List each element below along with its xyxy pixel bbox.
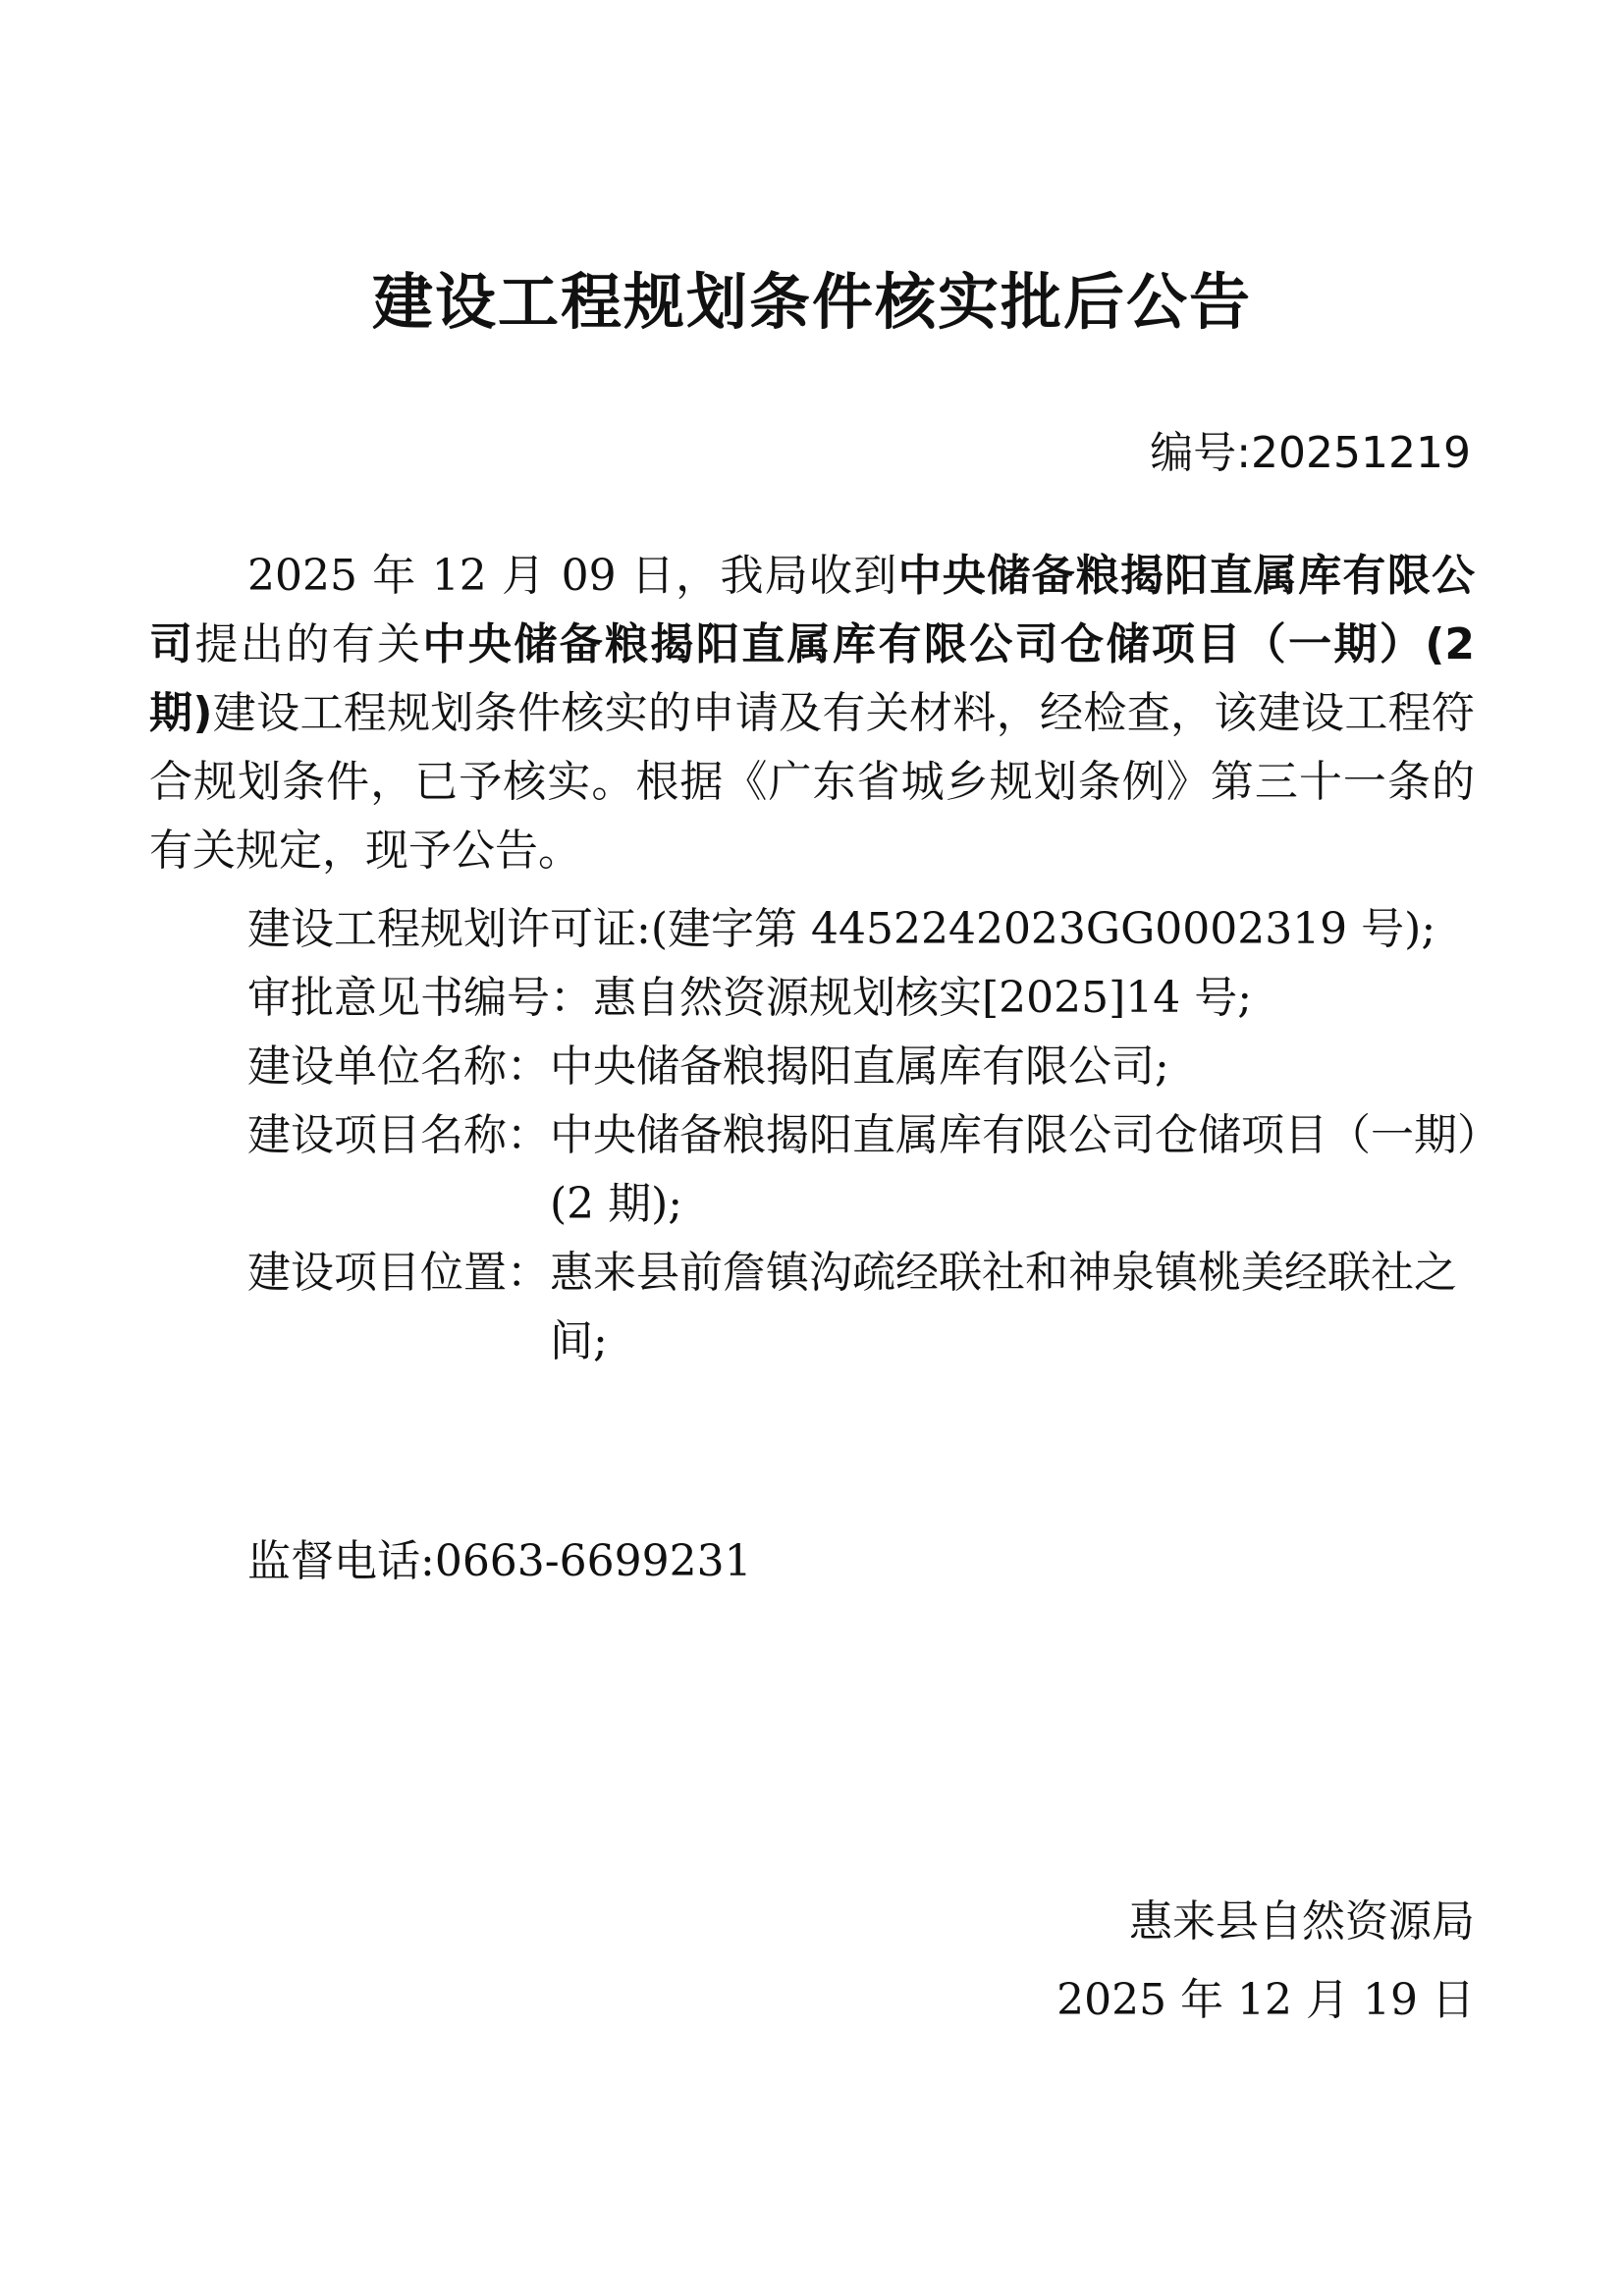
- notice-title: 建设工程规划条件核实批后公告: [371, 266, 1252, 338]
- project-name: 中央储备粮揭阳直属库有限公司仓储项目（一期）(2 期): [149, 619, 1475, 738]
- field-value: 中央储备粮揭阳直属库有限公司;: [550, 1041, 1169, 1092]
- field-project-location: [247, 1239, 1485, 1376]
- body-text-1: 2025 年 12 月 09 日，我局收到: [247, 551, 898, 601]
- field-value: (建字第 4452242023GG0002319 号);: [650, 904, 1436, 954]
- field-value: 惠自然资源规划核实[2025]14 号;: [593, 973, 1253, 1023]
- issue-date: 2025 年 12 月 19 日: [1056, 1975, 1475, 2025]
- field-value: 惠来县前詹镇沟疏经联社和神泉镇桃美经联社之间;: [550, 1248, 1457, 1366]
- supervision-hotline: 监督电话:0663-6699231: [247, 1536, 752, 1586]
- field-value: 中央储备粮揭阳直属库有限公司仓储项目（一期）(2 期);: [550, 1110, 1479, 1229]
- field-project-name: [247, 1101, 1485, 1239]
- field-permit: [247, 895, 1485, 964]
- issuing-authority: 惠来县自然资源局: [1129, 1896, 1475, 1947]
- field-label: 建设项目位置：: [247, 1248, 550, 1298]
- field-label: 建设工程规划许可证:: [247, 904, 651, 954]
- document-number: 编号:20251219: [1150, 428, 1471, 478]
- field-approval-number: [247, 964, 1485, 1033]
- field-label: 建设单位名称：: [247, 1041, 550, 1092]
- applicant-name: 中央储备粮揭阳直属库有限公司: [149, 551, 1476, 669]
- notice-body-paragraph: [149, 542, 1475, 885]
- field-label: 建设项目名称：: [247, 1110, 550, 1160]
- body-text-2: 提出的有关: [194, 619, 423, 669]
- body-text-3: 建设工程规划条件核实的申请及有关材料，经检查，该建设工程符合规划条件，已予核实。根据《广东省城乡规划条例》第三十一条的有关规定，现予公告。: [149, 688, 1476, 876]
- signature-block: [1056, 1883, 1475, 2040]
- info-fields: [247, 895, 1485, 1376]
- field-label: 审批意见书编号：: [247, 973, 593, 1023]
- field-builder: [247, 1033, 1485, 1101]
